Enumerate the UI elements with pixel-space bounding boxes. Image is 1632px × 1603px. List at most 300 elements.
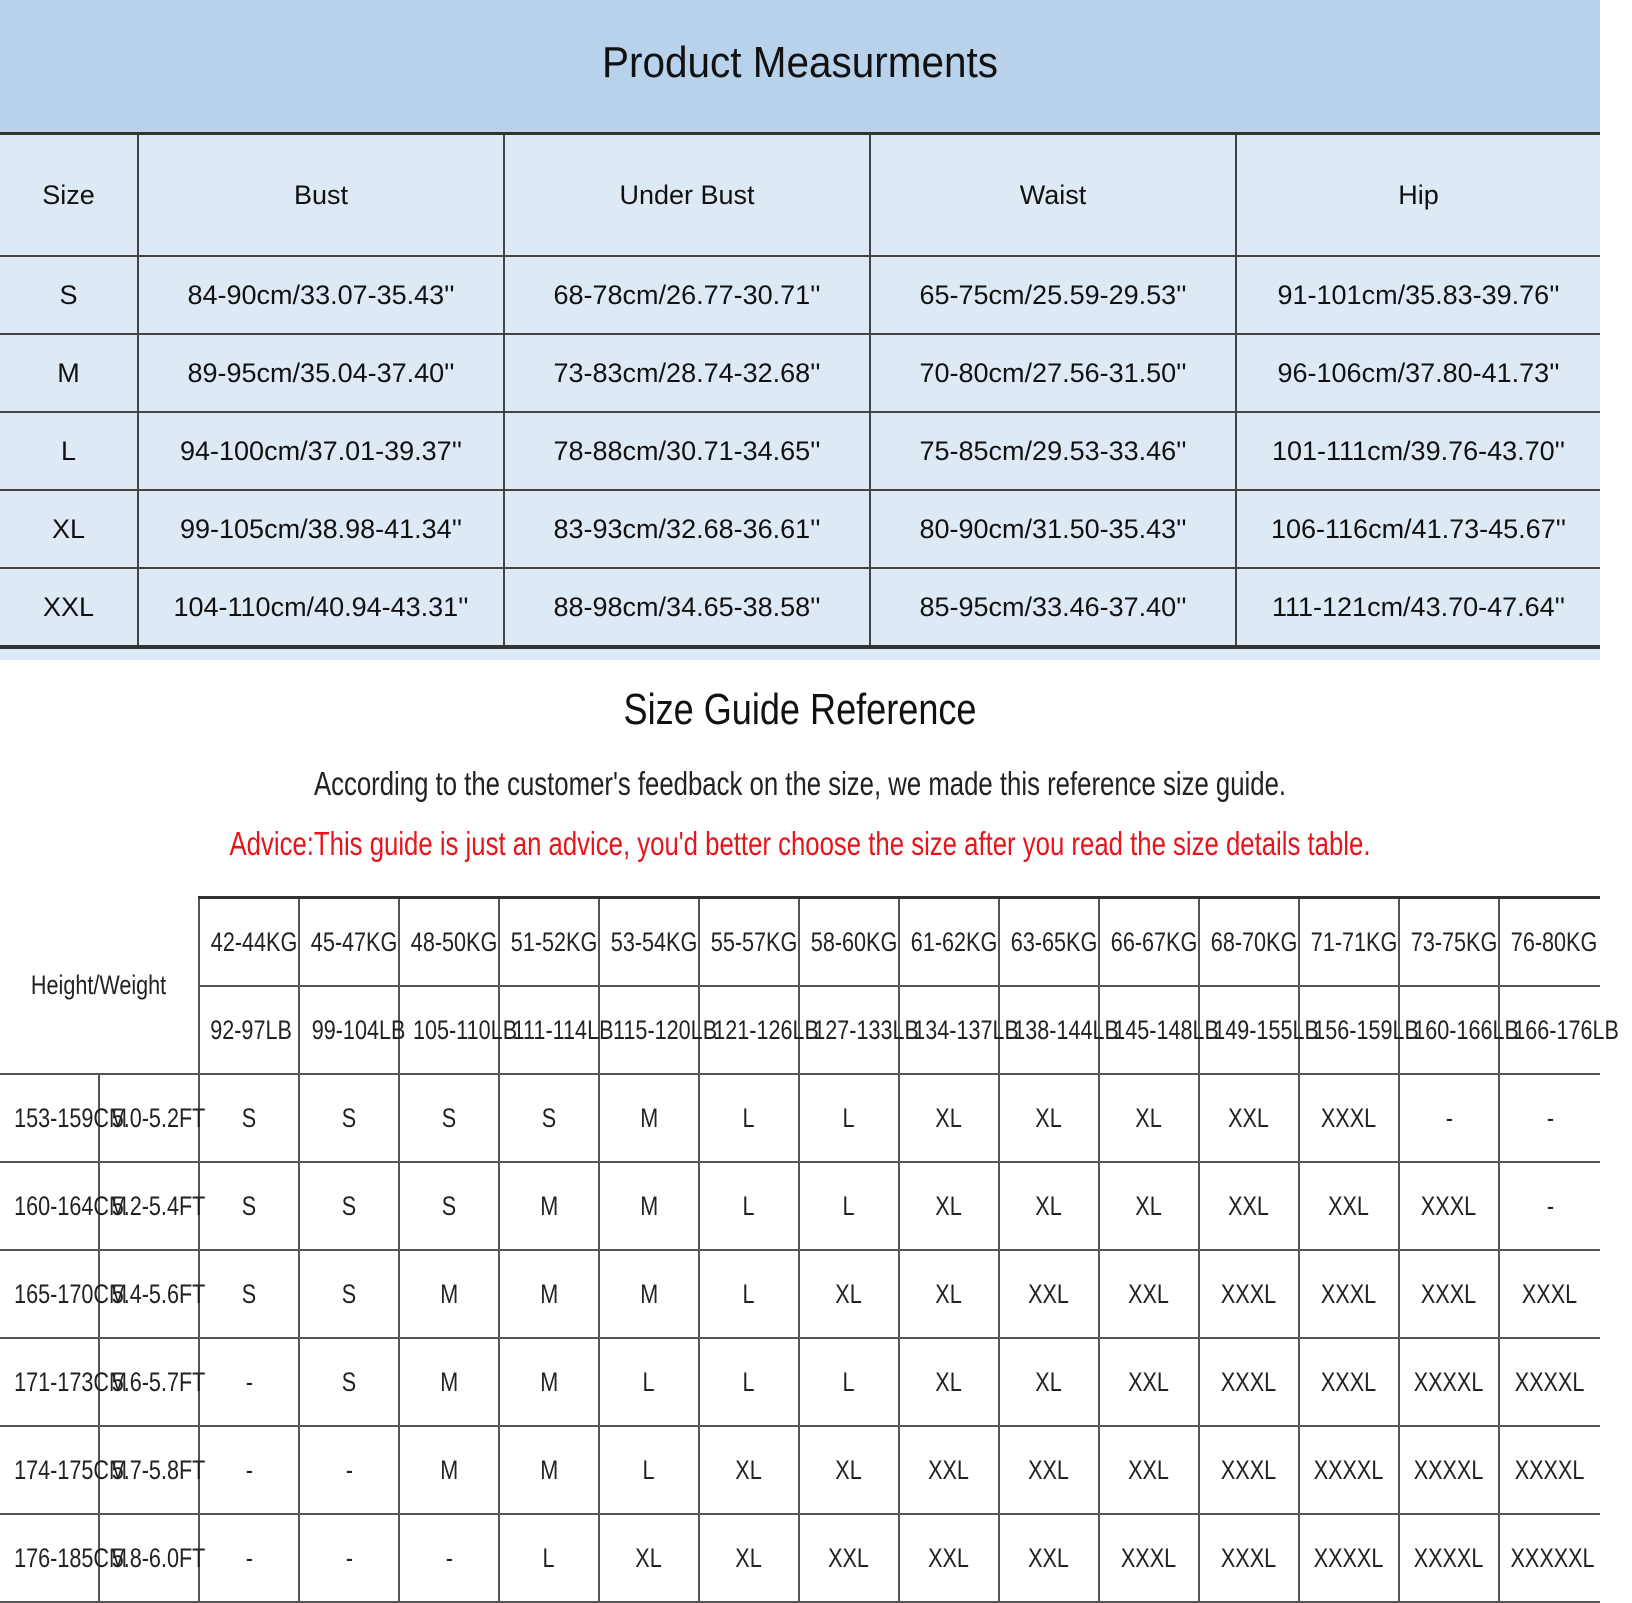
weight-kg-cell bbox=[399, 898, 499, 987]
height-ft-cell bbox=[99, 1426, 206, 1514]
weight-kg-cell bbox=[1399, 898, 1499, 987]
weight-kg-label: 42-44KG bbox=[210, 926, 298, 957]
height-weight-corner-cell bbox=[0, 898, 199, 1075]
weight-lb-label: 105-110LB bbox=[413, 1014, 518, 1045]
size-guide-advice-text: Advice:This guide is just an advice, you'd better choose the size after you read the size details table. bbox=[229, 825, 1371, 862]
recommended-size-label: XXXL bbox=[1522, 1278, 1578, 1309]
recommended-size-cell bbox=[1499, 1338, 1600, 1426]
measurement-cell: 106-116cm/41.73-45.67'' bbox=[1236, 490, 1600, 568]
measurement-cell: 75-85cm/29.53-33.46'' bbox=[870, 412, 1236, 490]
recommended-size-cell bbox=[1199, 1426, 1299, 1514]
recommended-size-label: XXXL bbox=[1321, 1102, 1377, 1133]
height-ft-cell bbox=[99, 1162, 206, 1250]
recommended-size-label: XXXXL bbox=[1314, 1454, 1384, 1485]
weight-kg-cell bbox=[299, 898, 399, 987]
recommended-size-label: XXL bbox=[928, 1454, 970, 1485]
recommended-size-label: XXL bbox=[1128, 1278, 1170, 1309]
weight-lb-label: 149-155LB bbox=[1213, 1014, 1319, 1045]
recommended-size-cell bbox=[1299, 1338, 1399, 1426]
recommended-size-label: XL bbox=[835, 1278, 863, 1309]
size-guide-table bbox=[0, 896, 1619, 1603]
weight-lb-label: 160-166LB bbox=[1413, 1014, 1519, 1045]
measurements-table bbox=[0, 132, 1600, 649]
weight-kg-cell bbox=[899, 898, 999, 987]
height-cm-cell bbox=[0, 1162, 127, 1250]
height-cm-cell bbox=[0, 1250, 127, 1338]
recommended-size-cell bbox=[1299, 1162, 1399, 1250]
measurement-cell: 89-95cm/35.04-37.40'' bbox=[138, 334, 504, 412]
recommended-size-cell bbox=[399, 1162, 499, 1250]
recommended-size-cell bbox=[199, 1250, 299, 1338]
height-ft-label: 5.4-5.6FT bbox=[111, 1278, 206, 1309]
recommended-size-cell bbox=[299, 1250, 399, 1338]
recommended-size-label: XL bbox=[935, 1278, 963, 1309]
recommended-size-cell bbox=[699, 1074, 799, 1162]
weight-lb-label: 111-114LB bbox=[512, 1014, 614, 1045]
recommended-size-label: XXL bbox=[828, 1542, 870, 1573]
recommended-size-label: M bbox=[540, 1366, 558, 1397]
weight-kg-cell bbox=[599, 898, 699, 987]
recommended-size-label: XXL bbox=[1228, 1190, 1270, 1221]
recommended-size-label: - bbox=[245, 1454, 253, 1485]
recommended-size-cell bbox=[899, 1514, 999, 1602]
recommended-size-cell bbox=[1199, 1250, 1299, 1338]
recommended-size-label: S bbox=[441, 1190, 457, 1221]
recommended-size-cell bbox=[799, 1514, 899, 1602]
recommended-size-cell bbox=[499, 1250, 599, 1338]
product-measurements-section bbox=[0, 0, 1600, 660]
recommended-size-label: XXXXXL bbox=[1510, 1542, 1595, 1573]
weight-lb-cell bbox=[1199, 986, 1319, 1074]
recommended-size-label: S bbox=[241, 1190, 257, 1221]
recommended-size-label: XL bbox=[935, 1366, 963, 1397]
recommended-size-label: S bbox=[241, 1102, 257, 1133]
recommended-size-label: S bbox=[341, 1190, 357, 1221]
recommended-size-cell bbox=[199, 1426, 299, 1514]
recommended-size-label: M bbox=[640, 1278, 658, 1309]
recommended-size-cell bbox=[1299, 1250, 1399, 1338]
measurements-header-band bbox=[0, 0, 1600, 132]
recommended-size-label: - bbox=[345, 1454, 353, 1485]
height-row bbox=[0, 1162, 1600, 1250]
recommended-size-cell bbox=[699, 1426, 799, 1514]
measurements-row bbox=[0, 412, 1600, 490]
weight-kg-label: 71-71KG bbox=[1310, 926, 1398, 957]
recommended-size-label: XXXL bbox=[1321, 1278, 1377, 1309]
weight-kg-label: 66-67KG bbox=[1110, 926, 1198, 957]
recommended-size-cell bbox=[1299, 1074, 1399, 1162]
weight-kg-label: 76-80KG bbox=[1510, 926, 1598, 957]
weight-lb-label: 166-176LB bbox=[1513, 1014, 1619, 1045]
measurement-cell: 94-100cm/37.01-39.37'' bbox=[138, 412, 504, 490]
height-cm-cell bbox=[0, 1514, 127, 1602]
recommended-size-cell bbox=[1199, 1338, 1299, 1426]
measurement-cell: 68-78cm/26.77-30.71'' bbox=[504, 256, 870, 334]
recommended-size-cell bbox=[1499, 1426, 1600, 1514]
recommended-size-label: XL bbox=[735, 1542, 763, 1573]
recommended-size-label: XXXL bbox=[1121, 1542, 1177, 1573]
height-cm-label: 171-173CM bbox=[14, 1366, 127, 1397]
recommended-size-label: - bbox=[245, 1542, 253, 1573]
recommended-size-label: XXXXL bbox=[1314, 1542, 1384, 1573]
weight-lb-label: 121-126LB bbox=[713, 1014, 819, 1045]
recommended-size-cell bbox=[399, 1514, 499, 1602]
height-ft-label: 5.0-5.2FT bbox=[111, 1102, 206, 1133]
recommended-size-label: M bbox=[440, 1278, 458, 1309]
weight-kg-label: 51-52KG bbox=[510, 926, 598, 957]
recommended-size-cell bbox=[799, 1426, 899, 1514]
recommended-size-cell bbox=[299, 1426, 399, 1514]
weight-kg-cell bbox=[999, 898, 1099, 987]
recommended-size-cell bbox=[1499, 1514, 1600, 1602]
recommended-size-label: M bbox=[540, 1278, 558, 1309]
recommended-size-label: XXL bbox=[928, 1542, 970, 1573]
weight-lb-cell bbox=[599, 986, 718, 1074]
measurement-cell: 96-106cm/37.80-41.73'' bbox=[1236, 334, 1600, 412]
height-ft-label: 5.2-5.4FT bbox=[111, 1190, 206, 1221]
recommended-size-cell bbox=[999, 1162, 1099, 1250]
recommended-size-cell bbox=[999, 1338, 1099, 1426]
size-label-cell: XXL bbox=[0, 568, 138, 647]
measurement-cell: 70-80cm/27.56-31.50'' bbox=[870, 334, 1236, 412]
recommended-size-cell bbox=[199, 1162, 299, 1250]
recommended-size-cell bbox=[899, 1426, 999, 1514]
height-cm-label: 165-170CM bbox=[14, 1278, 127, 1309]
recommended-size-cell bbox=[499, 1426, 599, 1514]
recommended-size-cell bbox=[599, 1162, 699, 1250]
recommended-size-label: XL bbox=[935, 1190, 963, 1221]
recommended-size-cell bbox=[1399, 1338, 1499, 1426]
recommended-size-label: S bbox=[341, 1278, 357, 1309]
weight-kg-label: 61-62KG bbox=[910, 926, 998, 957]
weight-lb-label: 138-144LB bbox=[1013, 1014, 1119, 1045]
recommended-size-cell bbox=[399, 1250, 499, 1338]
recommended-size-cell bbox=[399, 1426, 499, 1514]
recommended-size-cell bbox=[599, 1250, 699, 1338]
weight-lb-cell bbox=[1299, 986, 1419, 1074]
recommended-size-label: XXXXL bbox=[1414, 1542, 1484, 1573]
size-label-cell: XL bbox=[0, 490, 138, 568]
size-label-cell: L bbox=[0, 412, 138, 490]
recommended-size-cell bbox=[699, 1338, 799, 1426]
recommended-size-cell bbox=[699, 1162, 799, 1250]
recommended-size-label: L bbox=[642, 1454, 656, 1485]
weight-lb-label: 115-120LB bbox=[613, 1014, 718, 1045]
recommended-size-label: S bbox=[341, 1366, 357, 1397]
recommended-size-cell bbox=[399, 1338, 499, 1426]
recommended-size-cell bbox=[999, 1514, 1099, 1602]
recommended-size-cell bbox=[1399, 1250, 1499, 1338]
measurement-cell: 73-83cm/28.74-32.68'' bbox=[504, 334, 870, 412]
recommended-size-label: - bbox=[1546, 1102, 1554, 1133]
recommended-size-cell bbox=[1299, 1514, 1399, 1602]
height-row bbox=[0, 1338, 1600, 1426]
weight-lb-cell bbox=[1099, 986, 1219, 1074]
recommended-size-label: XL bbox=[1135, 1102, 1163, 1133]
recommended-size-cell bbox=[799, 1338, 899, 1426]
weight-lb-cell bbox=[499, 986, 614, 1074]
weight-kg-label: 63-65KG bbox=[1010, 926, 1098, 957]
recommended-size-cell bbox=[899, 1162, 999, 1250]
weight-lb-cell bbox=[699, 986, 819, 1074]
recommended-size-cell bbox=[299, 1514, 399, 1602]
recommended-size-cell bbox=[899, 1338, 999, 1426]
recommended-size-cell bbox=[499, 1514, 599, 1602]
recommended-size-cell bbox=[899, 1074, 999, 1162]
recommended-size-label: XL bbox=[1135, 1190, 1163, 1221]
weight-kg-label: 53-54KG bbox=[610, 926, 698, 957]
height-cm-label: 174-175CM bbox=[14, 1454, 127, 1485]
recommended-size-label: S bbox=[341, 1102, 357, 1133]
recommended-size-label: - bbox=[245, 1366, 253, 1397]
recommended-size-cell bbox=[1099, 1074, 1199, 1162]
weight-kg-row bbox=[0, 898, 1600, 987]
measurement-cell: 104-110cm/40.94-43.31'' bbox=[138, 568, 504, 647]
recommended-size-cell bbox=[1399, 1514, 1499, 1602]
recommended-size-cell bbox=[1399, 1162, 1499, 1250]
measurements-row bbox=[0, 568, 1600, 647]
measurement-cell: 80-90cm/31.50-35.43'' bbox=[870, 490, 1236, 568]
weight-lb-cell bbox=[999, 986, 1119, 1074]
weight-kg-label: 68-70KG bbox=[1210, 926, 1298, 957]
measurements-header-cell: Hip bbox=[1236, 134, 1600, 257]
weight-lb-label: 134-137LB bbox=[913, 1014, 1019, 1045]
weight-kg-cell bbox=[1099, 898, 1199, 987]
weight-kg-cell bbox=[699, 898, 799, 987]
recommended-size-label: XXXL bbox=[1221, 1278, 1277, 1309]
size-label-cell: M bbox=[0, 334, 138, 412]
weight-lb-cell bbox=[799, 986, 919, 1074]
recommended-size-cell bbox=[699, 1250, 799, 1338]
recommended-size-cell bbox=[1099, 1250, 1199, 1338]
weight-lb-label: 156-159LB bbox=[1313, 1014, 1419, 1045]
measurements-row bbox=[0, 490, 1600, 568]
recommended-size-cell bbox=[299, 1338, 399, 1426]
recommended-size-label: XL bbox=[835, 1454, 863, 1485]
recommended-size-label: XXXXL bbox=[1414, 1454, 1484, 1485]
recommended-size-cell bbox=[1199, 1162, 1299, 1250]
measurements-row bbox=[0, 334, 1600, 412]
recommended-size-label: XXL bbox=[1128, 1454, 1170, 1485]
measurements-row bbox=[0, 256, 1600, 334]
weight-kg-cell bbox=[199, 898, 299, 987]
weight-lb-cell bbox=[899, 986, 1019, 1074]
weight-lb-row bbox=[0, 986, 1600, 1074]
recommended-size-cell bbox=[499, 1074, 599, 1162]
measurement-cell: 88-98cm/34.65-38.58'' bbox=[504, 568, 870, 647]
height-ft-cell bbox=[99, 1074, 206, 1162]
measurement-cell: 65-75cm/25.59-29.53'' bbox=[870, 256, 1236, 334]
measurement-cell: 91-101cm/35.83-39.76'' bbox=[1236, 256, 1600, 334]
recommended-size-label: M bbox=[540, 1454, 558, 1485]
weight-lb-cell bbox=[199, 986, 299, 1074]
recommended-size-cell bbox=[599, 1426, 699, 1514]
recommended-size-label: XXL bbox=[1028, 1454, 1070, 1485]
recommended-size-label: XXL bbox=[1328, 1190, 1370, 1221]
measurement-cell: 101-111cm/39.76-43.70'' bbox=[1236, 412, 1600, 490]
weight-kg-cell bbox=[499, 898, 599, 987]
height-cm-cell bbox=[0, 1074, 127, 1162]
recommended-size-cell bbox=[499, 1162, 599, 1250]
recommended-size-label: S bbox=[541, 1102, 557, 1133]
recommended-size-cell bbox=[499, 1338, 599, 1426]
weight-kg-label: 55-57KG bbox=[710, 926, 798, 957]
recommended-size-cell bbox=[1099, 1338, 1199, 1426]
recommended-size-cell bbox=[1499, 1162, 1600, 1250]
recommended-size-label: XL bbox=[1035, 1102, 1063, 1133]
measurements-header-cell: Bust bbox=[138, 134, 504, 257]
weight-lb-label: 127-133LB bbox=[813, 1014, 919, 1045]
recommended-size-label: XXL bbox=[1028, 1278, 1070, 1309]
height-row bbox=[0, 1250, 1600, 1338]
height-row bbox=[0, 1514, 1600, 1602]
size-guide-title: Size Guide Reference bbox=[623, 685, 977, 734]
recommended-size-label: L bbox=[842, 1366, 856, 1397]
recommended-size-cell bbox=[899, 1250, 999, 1338]
height-ft-cell bbox=[99, 1514, 206, 1602]
weight-kg-label: 48-50KG bbox=[410, 926, 498, 957]
recommended-size-label: - bbox=[1445, 1102, 1453, 1133]
recommended-size-cell bbox=[1099, 1514, 1199, 1602]
weight-kg-cell bbox=[1299, 898, 1399, 987]
size-label-cell: S bbox=[0, 256, 138, 334]
recommended-size-cell bbox=[299, 1074, 399, 1162]
recommended-size-cell bbox=[599, 1514, 699, 1602]
measurements-header-cell: Under Bust bbox=[504, 134, 870, 257]
recommended-size-cell bbox=[799, 1162, 899, 1250]
recommended-size-cell bbox=[799, 1250, 899, 1338]
height-cm-label: 160-164CM bbox=[14, 1190, 127, 1221]
recommended-size-label: M bbox=[640, 1102, 658, 1133]
recommended-size-label: XXXXL bbox=[1414, 1366, 1484, 1397]
recommended-size-label: L bbox=[842, 1102, 856, 1133]
measurement-cell: 83-93cm/32.68-36.61'' bbox=[504, 490, 870, 568]
recommended-size-label: XL bbox=[735, 1454, 763, 1485]
size-guide-feedback-text: According to the customer's feedback on the size, we made this reference size guide. bbox=[313, 765, 1287, 802]
recommended-size-label: M bbox=[440, 1366, 458, 1397]
recommended-size-label: M bbox=[540, 1190, 558, 1221]
recommended-size-label: L bbox=[742, 1102, 756, 1133]
recommended-size-cell bbox=[299, 1162, 399, 1250]
height-weight-label: Height/Weight bbox=[31, 969, 167, 1000]
weight-kg-label: 45-47KG bbox=[310, 926, 398, 957]
recommended-size-cell bbox=[1299, 1426, 1399, 1514]
recommended-size-cell bbox=[799, 1074, 899, 1162]
height-ft-label: 5.6-5.7FT bbox=[111, 1366, 206, 1397]
height-ft-label: 5.8-6.0FT bbox=[111, 1542, 206, 1573]
recommended-size-label: L bbox=[742, 1366, 756, 1397]
weight-lb-cell bbox=[299, 986, 406, 1074]
recommended-size-cell bbox=[199, 1514, 299, 1602]
weight-lb-cell bbox=[1399, 986, 1519, 1074]
recommended-size-label: XXXL bbox=[1321, 1366, 1377, 1397]
recommended-size-label: - bbox=[445, 1542, 453, 1573]
recommended-size-label: XXXL bbox=[1221, 1454, 1277, 1485]
recommended-size-cell bbox=[199, 1338, 299, 1426]
recommended-size-cell bbox=[699, 1514, 799, 1602]
recommended-size-label: M bbox=[440, 1454, 458, 1485]
height-cm-label: 176-185CM bbox=[14, 1542, 127, 1573]
recommended-size-label: XXXXL bbox=[1515, 1454, 1585, 1485]
height-row bbox=[0, 1074, 1600, 1162]
recommended-size-cell bbox=[1499, 1074, 1600, 1162]
recommended-size-label: XXL bbox=[1228, 1102, 1270, 1133]
recommended-size-label: XXXL bbox=[1221, 1366, 1277, 1397]
recommended-size-label: XL bbox=[1035, 1366, 1063, 1397]
height-cm-label: 153-159CM bbox=[14, 1102, 127, 1133]
recommended-size-label: XXXL bbox=[1221, 1542, 1277, 1573]
measurements-header-row bbox=[0, 134, 1600, 257]
weight-kg-cell bbox=[1499, 898, 1600, 987]
height-cm-cell bbox=[0, 1338, 127, 1426]
recommended-size-cell bbox=[1199, 1514, 1299, 1602]
recommended-size-cell bbox=[199, 1074, 299, 1162]
measurement-cell: 84-90cm/33.07-35.43'' bbox=[138, 256, 504, 334]
height-cm-cell bbox=[0, 1426, 127, 1514]
recommended-size-label: S bbox=[441, 1102, 457, 1133]
recommended-size-label: L bbox=[542, 1542, 556, 1573]
weight-lb-label: 145-148LB bbox=[1113, 1014, 1219, 1045]
recommended-size-cell bbox=[1099, 1426, 1199, 1514]
measurements-header-cell: Size bbox=[0, 134, 138, 257]
recommended-size-label: - bbox=[345, 1542, 353, 1573]
recommended-size-label: L bbox=[742, 1190, 756, 1221]
measurement-cell: 111-121cm/43.70-47.64'' bbox=[1236, 568, 1600, 647]
measurement-cell: 85-95cm/33.46-37.40'' bbox=[870, 568, 1236, 647]
height-ft-label: 5.7-5.8FT bbox=[111, 1454, 206, 1485]
recommended-size-label: XXL bbox=[1128, 1366, 1170, 1397]
measurements-header-cell: Waist bbox=[870, 134, 1236, 257]
recommended-size-label: XL bbox=[935, 1102, 963, 1133]
recommended-size-cell bbox=[1199, 1074, 1299, 1162]
weight-kg-label: 73-75KG bbox=[1410, 926, 1498, 957]
recommended-size-cell bbox=[599, 1074, 699, 1162]
weight-kg-label: 58-60KG bbox=[810, 926, 898, 957]
recommended-size-cell bbox=[399, 1074, 499, 1162]
recommended-size-cell bbox=[1399, 1426, 1499, 1514]
recommended-size-cell bbox=[1099, 1162, 1199, 1250]
weight-lb-label: 92-97LB bbox=[210, 1014, 292, 1045]
weight-kg-cell bbox=[1199, 898, 1299, 987]
recommended-size-label: XL bbox=[635, 1542, 663, 1573]
recommended-size-cell bbox=[999, 1074, 1099, 1162]
measurement-cell: 78-88cm/30.71-34.65'' bbox=[504, 412, 870, 490]
recommended-size-label: M bbox=[640, 1190, 658, 1221]
recommended-size-cell bbox=[999, 1426, 1099, 1514]
measurement-cell: 99-105cm/38.98-41.34'' bbox=[138, 490, 504, 568]
recommended-size-label: L bbox=[842, 1190, 856, 1221]
recommended-size-label: S bbox=[241, 1278, 257, 1309]
recommended-size-label: L bbox=[642, 1366, 656, 1397]
measurements-title: Product Measurments bbox=[602, 38, 998, 87]
weight-lb-label: 99-104LB bbox=[311, 1014, 406, 1045]
recommended-size-label: L bbox=[742, 1278, 756, 1309]
recommended-size-cell bbox=[599, 1338, 699, 1426]
height-ft-cell bbox=[99, 1338, 206, 1426]
recommended-size-cell bbox=[1399, 1074, 1499, 1162]
height-ft-cell bbox=[99, 1250, 206, 1338]
recommended-size-label: XXL bbox=[1028, 1542, 1070, 1573]
recommended-size-cell bbox=[1499, 1250, 1600, 1338]
recommended-size-label: XXXL bbox=[1421, 1278, 1477, 1309]
weight-lb-cell bbox=[1499, 986, 1619, 1074]
recommended-size-label: XL bbox=[1035, 1190, 1063, 1221]
height-row bbox=[0, 1426, 1600, 1514]
weight-kg-cell bbox=[799, 898, 899, 987]
recommended-size-label: XXXXL bbox=[1515, 1366, 1585, 1397]
weight-lb-cell bbox=[399, 986, 518, 1074]
recommended-size-cell bbox=[999, 1250, 1099, 1338]
